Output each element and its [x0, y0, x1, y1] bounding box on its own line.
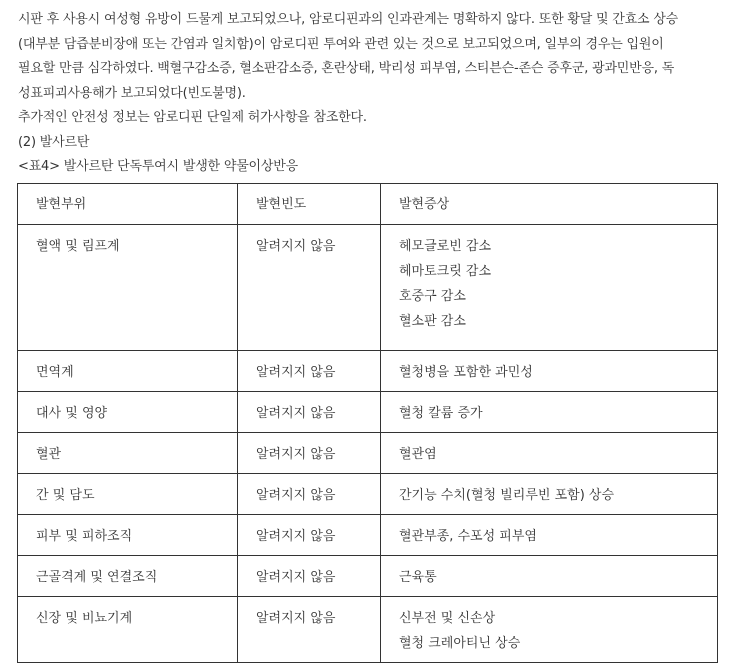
- cell-frequency: 알려지지 않음: [238, 433, 381, 474]
- intro-line: 성표피괴사용해가 보고되었다(빈도불명).: [18, 85, 246, 101]
- symptom-item: 혈청 칼륨 증가: [399, 406, 483, 421]
- cell-site: 간 및 담도: [18, 474, 238, 515]
- cell-frequency: 알려지지 않음: [238, 225, 381, 351]
- symptom-item: 헤모글로빈 감소: [399, 239, 492, 254]
- cell-site: 혈액 및 림프계: [18, 225, 238, 351]
- symptom-item: 근육통: [399, 570, 437, 585]
- cell-site: 근골격계 및 연결조직: [18, 556, 238, 597]
- table-row: [18, 392, 718, 433]
- section-heading: (2) 발사르탄: [18, 134, 90, 150]
- intro-line: (대부분 담즙분비장애 또는 간염과 일치함)이 암로디핀 투여와 관련 있는 것으로 보고되었으며, 일부의 경우는 입원이: [18, 36, 664, 52]
- cell-site: 피부 및 피하조직: [18, 515, 238, 556]
- cell-frequency: 알려지지 않음: [238, 351, 381, 392]
- header-frequency: 발현빈도: [238, 184, 381, 225]
- header-site: 발현부위: [18, 184, 238, 225]
- table-row: [18, 556, 718, 597]
- cell-frequency: 알려지지 않음: [238, 474, 381, 515]
- table-row: [18, 474, 718, 515]
- cell-frequency: 알려지지 않음: [238, 556, 381, 597]
- intro-paragraph: [18, 8, 728, 106]
- symptom-item: 혈청병을 포함한 과민성: [399, 365, 533, 380]
- cell-frequency: 알려지지 않음: [238, 597, 381, 663]
- table-caption: <표4> 발사르탄 단독투여시 발생한 약물이상반응: [18, 159, 298, 174]
- cell-frequency: 알려지지 않음: [238, 392, 381, 433]
- intro-line: 시판 후 사용시 여성형 유방이 드물게 보고되었으나, 암로디핀과의 인과관계는 명확하지 않다. 또한 황달 및 간효소 상승: [18, 12, 679, 27]
- cell-symptoms: [381, 556, 718, 597]
- symptom-item: 간기능 수치(혈청 빌리루빈 포함) 상승: [399, 488, 615, 503]
- cell-site: 혈관: [18, 433, 238, 474]
- header-symptoms: 발현증상: [381, 184, 718, 225]
- adverse-reaction-table: [17, 183, 718, 663]
- intro-line: 필요할 만큼 심각하였다. 백혈구감소증, 혈소판감소증, 혼란상태, 박리성 피부염, 스티븐슨-존슨 증후군, 광과민반응, 독: [18, 61, 675, 76]
- table-header-row: [18, 184, 718, 225]
- cell-symptoms: [381, 433, 718, 474]
- cell-site: 대사 및 영양: [18, 392, 238, 433]
- symptom-item: 헤마토크릿 감소: [399, 264, 492, 279]
- symptom-item: 신부전 및 신손상: [399, 611, 496, 626]
- symptom-item: 호중구 감소: [399, 289, 466, 304]
- cell-symptoms: [381, 597, 718, 663]
- cell-frequency: 알려지지 않음: [238, 515, 381, 556]
- reference-note: 추가적인 안전성 정보는 암로디핀 단일제 허가사항을 참조한다.: [18, 110, 367, 125]
- symptom-item: 혈관염: [399, 447, 437, 462]
- cell-site: 면역계: [18, 351, 238, 392]
- cell-symptoms: [381, 474, 718, 515]
- table-row: [18, 433, 718, 474]
- table-row: [18, 225, 718, 351]
- cell-symptoms: [381, 225, 718, 351]
- symptom-item: 혈청 크레아티닌 상승: [399, 636, 521, 651]
- table-row: [18, 597, 718, 663]
- cell-symptoms: [381, 515, 718, 556]
- notes-block: [18, 106, 367, 180]
- cell-symptoms: [381, 351, 718, 392]
- cell-symptoms: [381, 392, 718, 433]
- symptom-item: 혈관부종, 수포성 피부염: [399, 529, 537, 544]
- table-row: [18, 351, 718, 392]
- table-row: [18, 515, 718, 556]
- symptom-item: 혈소판 감소: [399, 314, 466, 329]
- cell-site: 신장 및 비뇨기계: [18, 597, 238, 663]
